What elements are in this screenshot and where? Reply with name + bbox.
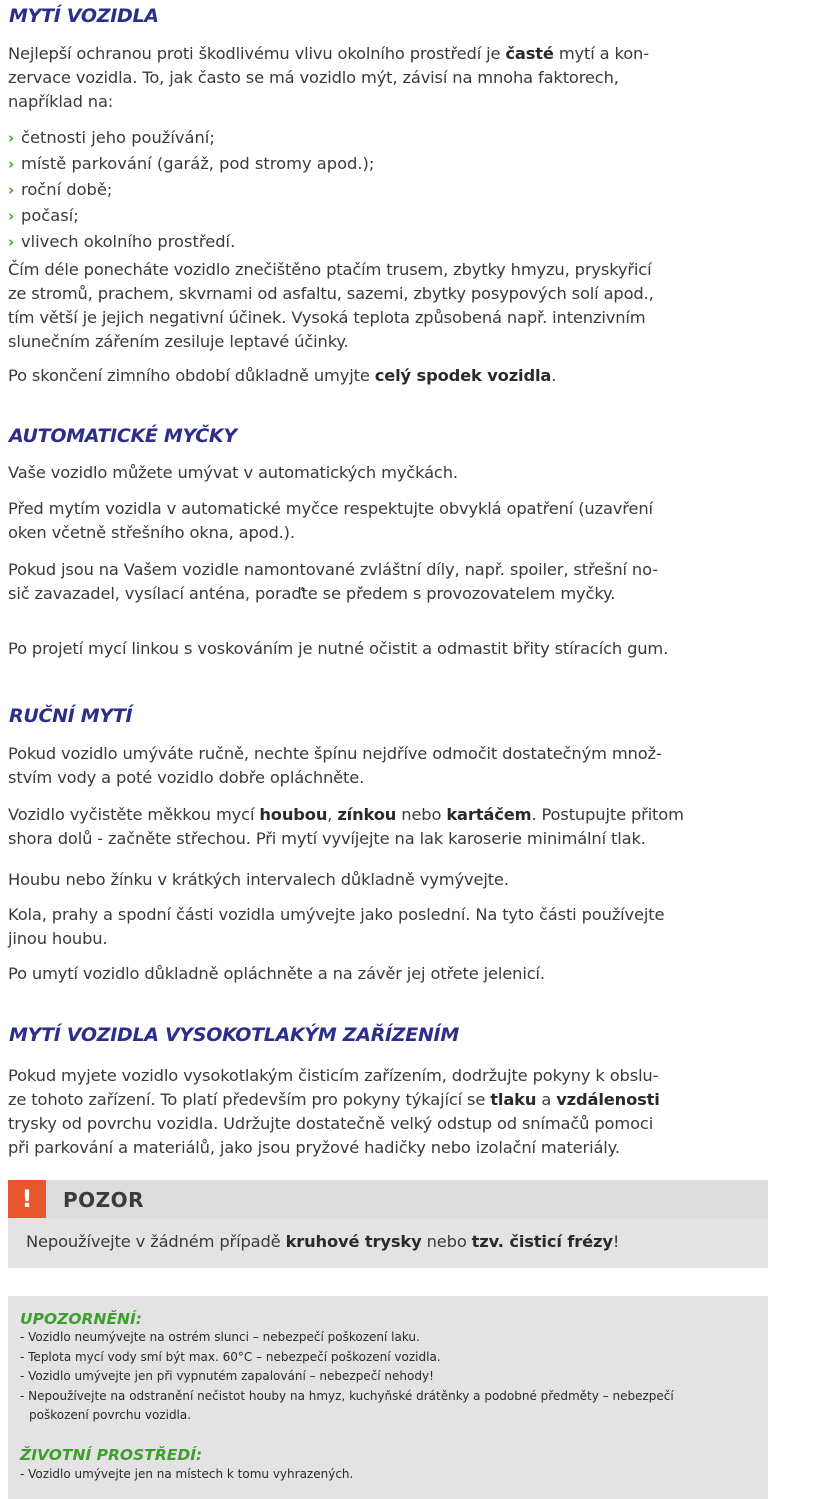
list-item: › počasí; xyxy=(8,203,374,229)
section-title-myti-vozidla: MYTÍ VOZIDLA xyxy=(9,5,159,27)
section-title-rucni-myti: RUČNÍ MYTÍ xyxy=(9,705,133,727)
warning-header xyxy=(8,1180,768,1218)
chevron-right-icon: › xyxy=(8,129,15,147)
car-wash-paragraph-1: Vaše vozidlo můžete umývat v automatických myčkách. xyxy=(8,463,458,482)
list-item: › četnosti jeho používání; xyxy=(8,125,374,151)
hand-wash-paragraph-1: Pokud vozidlo umýváte ručně, nechte špínu nejdříve odmočit dostatečným množ- stvím vody a poté vozidlo dobře opláchněte. xyxy=(8,744,662,787)
list-item: › vlivech okolního prostředí. xyxy=(8,229,374,255)
car-wash-paragraph-2: Před mytím vozidla v automatické myčce respektujte obvyklá opatření (uzavření oken včetně střešního okna, apod.). xyxy=(8,499,653,542)
hand-wash-paragraph-2: Vozidlo vyčistěte měkkou mycí houbou, zínkou nebo kartáčem. Postupujte přitom shora dolů - začněte střechou. Při mytí vyvíjejte na lak karoserie minimální tlak. xyxy=(8,805,684,848)
notes-list-upozorneni xyxy=(20,1328,674,1426)
section-title-automaticke-mycky: AUTOMATICKÉ MYČKY xyxy=(9,425,237,447)
list-item: - Vozidlo neumývejte na ostrém slunci – nebezpečí poškození laku. xyxy=(20,1330,420,1344)
car-wash-paragraph-3: Pokud jsou na Vašem vozidle namontované zvláštní díly, např. spoiler, střešní no- sič zavazadel, vysílací anténa, poraďte se předem s provozovatelem myčky. xyxy=(8,560,658,603)
hand-wash-paragraph-5: Po umytí vozidlo důkladně opláchněte a na závěr jej otřete jelenicí. xyxy=(8,964,545,983)
list-item: › roční době; xyxy=(8,177,374,203)
chevron-right-icon: › xyxy=(8,181,15,199)
section-title-vysokotlake-zarizeni: MYTÍ VOZIDLA VYSOKOTLAKÝM ZAŘÍZENÍM xyxy=(9,1024,459,1046)
intro-paragraph: Nejlepší ochranou proti škodlivému vlivu okolního prostředí je časté mytí a kon- zervace vozidla. To, jak často se má vozidlo mýt, závisí na mnoha faktorech, například na: xyxy=(8,44,649,111)
list-item: - Vozidlo umývejte jen na místech k tomu vyhrazených. xyxy=(20,1467,354,1481)
car-wash-paragraph-4: Po projetí mycí linkou s voskováním je nutné očistit a odmastit břity stíracích gum. xyxy=(8,639,669,658)
notes-title-zivotni-prostredi: ŽIVOTNÍ PROSTŘEDÍ: xyxy=(20,1446,203,1464)
chevron-right-icon: › xyxy=(8,155,15,173)
warning-title: POZOR xyxy=(63,1188,145,1212)
list-item: - Nepoužívejte na odstranění nečistot houby na hmyz, kuchyňské drátěnky a podobné předměty – nebezpečí poškození povrchu vozidla. xyxy=(20,1388,674,1422)
warning-text: Nepoužívejte v žádném případě kruhové trysky nebo tzv. čisticí frézy! xyxy=(26,1232,620,1251)
notes-title-upozorneni: UPOZORNĚNÍ: xyxy=(20,1310,142,1328)
pressure-wash-paragraph: Pokud myjete vozidlo vysokotlakým čisticím zařízením, dodržujte pokyny k obslu- ze tohoto zařízení. To platí především pro pokyny týkající se tlaku a vzdálenosti trysky od povrchu vozidla. Udržujte dostatečně velký odstup od snímačů pomoci při parkování a materiálů, jako jsou pryžové hadičky nebo izolační materiály. xyxy=(8,1066,660,1157)
list-item: › místě parkování (garáž, pod stromy apod.); xyxy=(8,151,374,177)
list-item: - Vozidlo umývejte jen při vypnutém zapalování – nebezpečí nehody! xyxy=(20,1369,434,1383)
chevron-right-icon: › xyxy=(8,233,15,251)
winter-paragraph: Po skončení zimního období důkladně umyjte celý spodek vozidla. xyxy=(8,366,557,385)
notes-list-zivotni-prostredi xyxy=(20,1465,353,1485)
warning-box xyxy=(8,1180,768,1268)
hand-wash-paragraph-4: Kola, prahy a spodní části vozidla umývejte jako poslední. Na tyto části používejte jinou houbu. xyxy=(8,905,665,948)
hand-wash-paragraph-3: Houbu nebo žínku v krátkých intervalech důkladně vymývejte. xyxy=(8,870,509,889)
chevron-right-icon: › xyxy=(8,207,15,225)
factors-list xyxy=(8,125,374,255)
exclamation-icon: ! xyxy=(8,1180,46,1218)
notes-box xyxy=(8,1296,768,1499)
pollution-paragraph: Čím déle ponecháte vozidlo znečištěno ptačím trusem, zbytky hmyzu, pryskyřicí ze stromů, prachem, skvrnami od asfaltu, sazemi, zbytky posypových solí apod., tím větší je jejich negativní účinek. Vysoká teplota způsobená např. intenzivním slunečním zářením zesiluje leptavé účinky. xyxy=(8,260,654,351)
list-item: - Teplota mycí vody smí být max. 60°C – nebezpečí poškození vozidla. xyxy=(20,1349,441,1364)
